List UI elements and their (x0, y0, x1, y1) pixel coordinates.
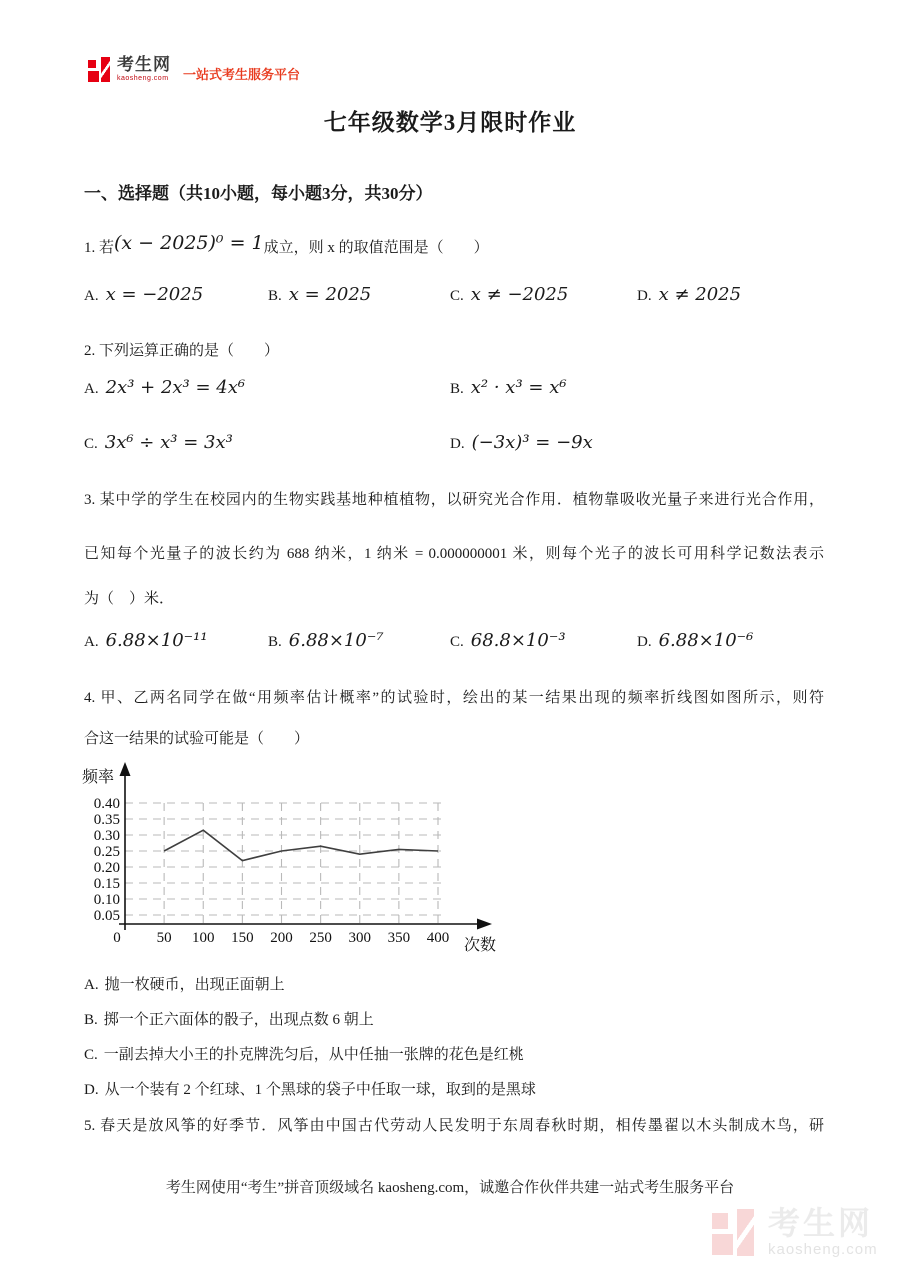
option-label: C. (450, 634, 464, 650)
svg-text:0.30: 0.30 (93, 828, 120, 844)
svg-text:次数: 次数 (464, 937, 497, 954)
option-value: 一副去掉大小王的扑克牌洗匀后，从中任抽一张牌的花色是红桃 (103, 1047, 524, 1063)
svg-text:250: 250 (309, 930, 332, 946)
option-label: C. (84, 436, 98, 452)
logo-block-icon (88, 60, 96, 68)
option-value: 6.88×10⁻¹¹ (105, 630, 208, 651)
svg-text:0.15: 0.15 (93, 876, 120, 892)
svg-text:0: 0 (113, 930, 121, 946)
option-value: 68.8×10⁻³ (470, 630, 566, 651)
q1-option-c (450, 284, 568, 305)
question-3-line-2: 已知每个光量子的波长约为 688 纳米，1 纳米 = 0.000000001 米，则每个光子的波长可用科学记数法表示 (84, 546, 824, 562)
q4-option-b (84, 1008, 374, 1029)
option-value: (−3x)³ = −9x (471, 432, 593, 453)
logo-tagline: 一站式考生服务平台 (183, 67, 301, 82)
option-label: D. (637, 288, 652, 304)
q1-option-b (268, 284, 371, 305)
q1-formula: (x − 2025)⁰ = 1 (114, 232, 264, 254)
kaosheng-logo-icon (88, 56, 112, 83)
option-label: B. (268, 634, 282, 650)
svg-text:300: 300 (348, 930, 371, 946)
watermark-block (737, 1209, 754, 1256)
option-label: B. (268, 288, 282, 304)
q1-option-d (637, 284, 741, 305)
svg-text:0.25: 0.25 (93, 844, 120, 860)
logo-brand-text: 考生网 (117, 55, 171, 74)
q3-option-c (450, 630, 566, 651)
watermark-block (712, 1234, 733, 1255)
q2-option-c (84, 432, 233, 453)
logo-block-icon (88, 71, 99, 82)
footer-note: 考生网使用“考生”拼音顶级域名 kaosheng.com，诚邀合作伙伴共建一站式考生服务平台 (165, 1180, 735, 1196)
option-label: A. (84, 634, 99, 650)
question-3-line-1: 3. 某中学的学生在校园内的生物实践基地种植植物，以研究光合作用．植物靠吸收光量子来进行光合作用， (84, 492, 824, 508)
svg-text:100: 100 (192, 930, 215, 946)
svg-text:频率: 频率 (82, 769, 115, 786)
logo-text-group (117, 56, 171, 82)
option-label: D. (84, 1082, 99, 1098)
q3-option-b (268, 630, 384, 651)
q1-suffix: 成立，则 x 的取值范围是（ ） (263, 240, 489, 256)
q2-option-a (84, 377, 245, 398)
watermark-block-icon (712, 1207, 758, 1259)
section-heading: 一、选择题（共10小题，每小题3分，共30分） (84, 184, 433, 203)
q4-option-c (84, 1043, 524, 1064)
option-label: D. (450, 436, 465, 452)
q2-option-d (450, 432, 593, 453)
option-value: x = 2025 (288, 284, 372, 305)
svg-text:350: 350 (387, 930, 411, 946)
option-value: 掷一个正六面体的骰子，出现点数 6 朝上 (103, 1012, 374, 1028)
svg-text:200: 200 (270, 930, 293, 946)
logo-domain-text: kaosheng.com (117, 75, 169, 82)
option-value: x ≠ −2025 (470, 284, 569, 305)
svg-text:0.05: 0.05 (93, 908, 120, 924)
option-value: 抛一枚硬币，出现正面朝上 (104, 977, 285, 993)
svg-text:0.40: 0.40 (93, 796, 120, 812)
svg-text:0.20: 0.20 (93, 860, 120, 876)
svg-text:400: 400 (426, 930, 450, 946)
option-value: x = −2025 (105, 284, 204, 305)
question-1-stem (84, 233, 489, 261)
option-label: B. (84, 1012, 98, 1028)
option-value: 从一个装有 2 个红球、1 个黑球的袋子中任取一球，取到的是黑球 (104, 1082, 536, 1098)
option-label: A. (84, 977, 99, 993)
option-label: D. (637, 634, 652, 650)
option-value: 6.88×10⁻⁷ (288, 630, 384, 651)
svg-text:150: 150 (231, 930, 254, 946)
question-2-stem: 2. 下列运算正确的是（ ） (84, 343, 280, 359)
question-3-options (84, 630, 864, 662)
question-2-options-row-2 (84, 432, 864, 464)
option-value: 3x⁶ ÷ x³ = 3x³ (104, 432, 233, 453)
option-value: x² · x³ = x⁶ (470, 377, 567, 398)
watermark-block (712, 1213, 728, 1229)
option-label: A. (84, 381, 99, 397)
option-label: B. (450, 381, 464, 397)
watermark-domain-text: kaosheng.com (768, 1241, 878, 1258)
option-label: C. (450, 288, 464, 304)
kaosheng-logo (88, 56, 300, 83)
question-3-line-3: 为（ ）米． (84, 591, 175, 607)
frequency-line-chart (80, 762, 520, 962)
question-4-line-1: 4. 甲、乙两名同学在做“用频率估计概率”的试验时，绘出的某一结果出现的频率折线图如图所示，则符 (84, 690, 824, 706)
q1-option-a (84, 284, 203, 305)
logo-block-icon (101, 57, 110, 82)
option-label: C. (84, 1047, 98, 1063)
svg-text:0.10: 0.10 (93, 892, 120, 908)
option-value: 6.88×10⁻⁶ (658, 630, 754, 651)
svg-text:0.35: 0.35 (93, 812, 120, 828)
watermark-text-group (768, 1207, 878, 1257)
q4-option-d (84, 1078, 536, 1099)
watermark-brand-text: 考生网 (768, 1205, 874, 1241)
q2-option-b (450, 377, 567, 398)
q1-prefix: 1. 若 (84, 240, 115, 256)
question-1-options (84, 284, 864, 316)
svg-text:50: 50 (156, 930, 172, 946)
question-5-line-1: 5. 春天是放风筝的好季节．风筝由中国古代劳动人民发明于东周春秋时期，相传墨翟以木头制成木鸟，研 (84, 1118, 824, 1134)
option-label: A. (84, 288, 99, 304)
q3-option-a (84, 630, 208, 651)
question-2-options-row-1 (84, 377, 864, 409)
page-title: 七年级数学3月限时作业 (323, 110, 577, 135)
option-value: x ≠ 2025 (658, 284, 742, 305)
option-value: 2x³ + 2x³ = 4x⁶ (105, 377, 246, 398)
question-4-line-2: 合这一结果的试验可能是（ ） (84, 731, 310, 747)
kaosheng-watermark-logo (712, 1207, 878, 1259)
q4-option-a (84, 973, 285, 994)
q3-option-d (637, 630, 753, 651)
